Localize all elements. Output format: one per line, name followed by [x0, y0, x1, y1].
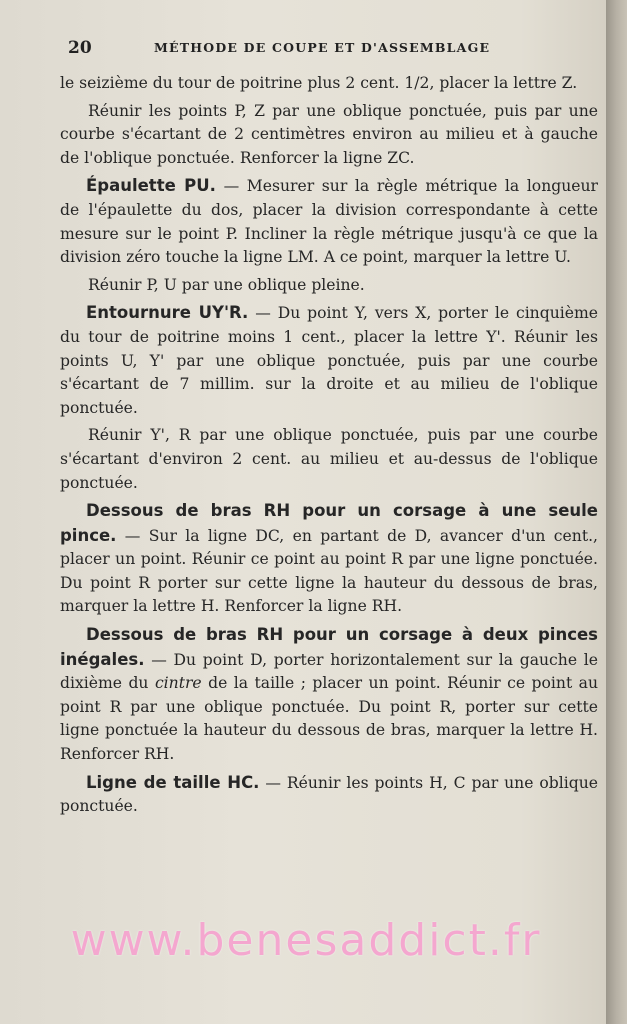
section-heading: Entournure UY'R. [86, 303, 249, 323]
paragraph-text: — Sur la ligne DC, en partant de D, avancer d'un cent., placer un point. Réunir ce point au point R par une ligne ponctuée. Du point R porter sur cette ligne la hauteur du dessous de bras, marquer la lettre H. Renforcer la ligne RH. [60, 526, 598, 616]
paragraph-text: de la taille ; placer un point. Réunir ce point au point R par une oblique ponctuée. Du point R, porter sur cette ligne ponctuée la hauteur du dessous de bras, marquer la lettre H. Renforcer RH. [60, 674, 599, 764]
paragraph-text: Réunir P, U par une oblique pleine. [88, 275, 365, 294]
body-text [60, 72, 598, 823]
section-ligne-de-taille [60, 771, 598, 819]
paragraph-text: Réunir les points P, Z par une oblique ponctuée, puis par une courbe s'écartant de 2 centimètres environ au milieu et à gauche de l'oblique ponctuée. Renforcer la ligne ZC. [60, 101, 598, 167]
book-page-edge [606, 0, 627, 1024]
section-entournure [60, 301, 598, 420]
section-heading: Dessous de bras RH pour un corsage à deux pinces inégales. [60, 625, 598, 669]
paragraph-text: — Mesurer sur la règle métrique la longueur de l'épaulette du dos, placer la division correspondante à cette mesure sur le point P. Incliner la règle métrique jusqu'à ce que la division zéro touche la ligne LM. A ce point, marquer la lettre U. [60, 177, 598, 267]
paragraph-join-pz [60, 100, 598, 171]
section-heading: Épaulette PU. [86, 176, 216, 196]
italic-word: cintre [154, 674, 202, 693]
paragraph-text: — Du point D, porter horizontalement sur la gauche le dixième du [60, 650, 598, 693]
paragraph-join-yr [60, 424, 598, 495]
website-watermark: www.benesaddict.fr [70, 915, 542, 966]
page-header [68, 38, 608, 58]
section-epaulette [60, 174, 598, 269]
section-dessous-deux-pinces [60, 623, 598, 767]
paragraph-text: Réunir Y', R par une oblique ponctuée, puis par une courbe s'écartant d'environ 2 cent. au milieu et au-dessus de l'oblique ponctuée. [60, 426, 598, 492]
page-number: 20 [68, 38, 92, 58]
paragraph-text: — Réunir les points H, C par une oblique ponctuée. [60, 773, 598, 816]
paragraph-join-pu [60, 274, 598, 298]
section-heading: Dessous de bras RH pour un corsage à une seule pince. [60, 501, 598, 545]
paragraph-text: le seizième du tour de poitrine plus 2 cent. 1/2, placer la lettre Z. [60, 74, 578, 92]
running-title: MÉTHODE DE COUPE ET D'ASSEMBLAGE [154, 40, 491, 55]
section-dessous-une-pince [60, 499, 598, 619]
section-heading: Ligne de taille HC. [86, 772, 260, 792]
paragraph-continuation [60, 72, 598, 96]
paragraph-text: — Du point Y, vers X, porter le cinquième du tour de poitrine moins 1 cent., placer la lettre Y'. Réunir les points U, Y' par une oblique ponctuée, puis par une courbe s'écartant de 7 millim. sur la droite et au milieu de l'oblique ponctuée. [60, 304, 598, 417]
